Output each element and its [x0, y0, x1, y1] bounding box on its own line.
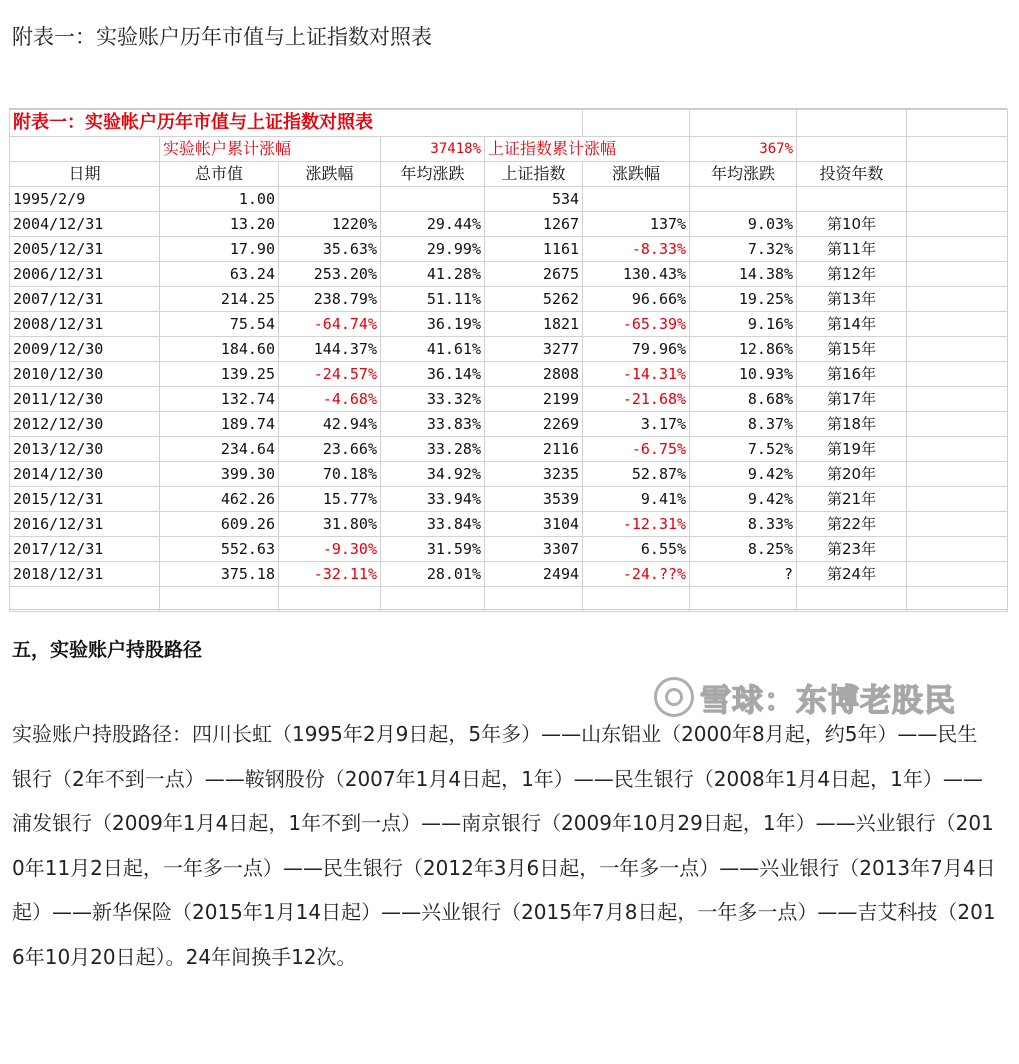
table-cell: 41.61%	[381, 337, 485, 362]
header-cell: 投资年数	[797, 162, 907, 187]
table-cell: 534	[485, 187, 583, 212]
table-cell: 9.16%	[690, 312, 797, 337]
table-cell: 96.66%	[583, 287, 690, 312]
table-cell: 第22年	[797, 512, 907, 537]
table-cell: 52.87%	[583, 462, 690, 487]
table-row	[10, 187, 1008, 212]
table-cell: -12.31%	[583, 512, 690, 537]
table-cell: -65.39%	[583, 312, 690, 337]
table-cell: 19.25%	[690, 287, 797, 312]
table-row	[10, 212, 1008, 237]
table-cell: 2116	[485, 437, 583, 462]
table-cell: 35.63%	[279, 237, 381, 262]
table-cell: -32.11%	[279, 562, 381, 587]
table-cell: 14.38%	[690, 262, 797, 287]
table-cell: 第24年	[797, 562, 907, 587]
table-cell: 2005/12/31	[10, 237, 160, 262]
header-cell: 涨跌幅	[583, 162, 690, 187]
table-cell: 70.18%	[279, 462, 381, 487]
table-cell: 63.24	[160, 262, 279, 287]
table-cell: 2008/12/31	[10, 312, 160, 337]
table-header-row	[10, 162, 1008, 187]
table-cell: ?	[690, 562, 797, 587]
table-row	[10, 262, 1008, 287]
table-cell: 34.92%	[381, 462, 485, 487]
table-cell: 2016/12/31	[10, 512, 160, 537]
account-cum-label: 实验帐户累计涨幅	[160, 137, 381, 162]
table-row	[10, 387, 1008, 412]
table-cell	[583, 187, 690, 212]
table-cell: 137%	[583, 212, 690, 237]
watermark-text: 雪球：东博老股民	[700, 683, 956, 719]
table-cell: 2004/12/31	[10, 212, 160, 237]
table-cell: -24.57%	[279, 362, 381, 387]
table-cell: 1821	[485, 312, 583, 337]
table-row	[10, 537, 1008, 562]
table-cell: 7.52%	[690, 437, 797, 462]
table-row	[10, 237, 1008, 262]
table-cell: -9.30%	[279, 537, 381, 562]
table-cell: 2675	[485, 262, 583, 287]
table-row	[10, 562, 1008, 587]
table-cell: 33.94%	[381, 487, 485, 512]
table-cell: 9.42%	[690, 462, 797, 487]
header-cell: 总市值	[160, 162, 279, 187]
table-title: 附表一：实验帐户历年市值与上证指数对照表	[10, 110, 583, 137]
table-cell: 41.28%	[381, 262, 485, 287]
table-cell: 第20年	[797, 462, 907, 487]
table-cell: 51.11%	[381, 287, 485, 312]
table-cell: 23.66%	[279, 437, 381, 462]
table-cell: 75.54	[160, 312, 279, 337]
table-cell	[690, 187, 797, 212]
header-cell: 日期	[10, 162, 160, 187]
table-cell: 9.42%	[690, 487, 797, 512]
table-cell: 36.14%	[381, 362, 485, 387]
table-cell: 2011/12/30	[10, 387, 160, 412]
table-cell: 214.25	[160, 287, 279, 312]
table-cell: 2808	[485, 362, 583, 387]
appendix-title: 附表一：实验账户历年市值与上证指数对照表	[12, 25, 432, 49]
table-cell: 3104	[485, 512, 583, 537]
table-cell: 79.96%	[583, 337, 690, 362]
table-cell: 29.99%	[381, 237, 485, 262]
table-cell: 7.32%	[690, 237, 797, 262]
table-cell: 第11年	[797, 237, 907, 262]
account-cum-value: 37418%	[381, 137, 485, 162]
index-cum-label: 上证指数累计涨幅	[485, 137, 690, 162]
table-cell: 375.18	[160, 562, 279, 587]
table-cell: 2494	[485, 562, 583, 587]
table-cell: 第13年	[797, 287, 907, 312]
table-cell: 5262	[485, 287, 583, 312]
table-cell: -64.74%	[279, 312, 381, 337]
table-cell: 13.20	[160, 212, 279, 237]
table-cell	[381, 187, 485, 212]
table-cell: 15.77%	[279, 487, 381, 512]
table-cell: 42.94%	[279, 412, 381, 437]
index-cum-value: 367%	[690, 137, 797, 162]
table-cell: 第12年	[797, 262, 907, 287]
table-cell: 33.28%	[381, 437, 485, 462]
table-cell: 第23年	[797, 537, 907, 562]
table-cell: 9.03%	[690, 212, 797, 237]
table-row	[10, 312, 1008, 337]
table-row	[10, 412, 1008, 437]
header-cell: 上证指数	[485, 162, 583, 187]
table-cell: 3235	[485, 462, 583, 487]
header-cell: 年均涨跌	[690, 162, 797, 187]
table-cell: 33.32%	[381, 387, 485, 412]
table-row	[10, 487, 1008, 512]
table-cell: 2009/12/30	[10, 337, 160, 362]
table-cell: -21.68%	[583, 387, 690, 412]
table-cell: 31.80%	[279, 512, 381, 537]
header-cell: 涨跌幅	[279, 162, 381, 187]
table-cell: 2013/12/30	[10, 437, 160, 462]
table-cell: 130.43%	[583, 262, 690, 287]
table-cell: 12.86%	[690, 337, 797, 362]
table-cell: 第18年	[797, 412, 907, 437]
table-cell: 238.79%	[279, 287, 381, 312]
market-value-table	[9, 109, 1008, 612]
table-cell: 6.55%	[583, 537, 690, 562]
table-cell: 3539	[485, 487, 583, 512]
table-cell: 29.44%	[381, 212, 485, 237]
table-cell: 8.37%	[690, 412, 797, 437]
table-cell: 184.60	[160, 337, 279, 362]
table-cell: 第16年	[797, 362, 907, 387]
table-cell: 2015/12/31	[10, 487, 160, 512]
table-cell: 第19年	[797, 437, 907, 462]
table-cell: 1220%	[279, 212, 381, 237]
table-cell: 253.20%	[279, 262, 381, 287]
table-cell: -14.31%	[583, 362, 690, 387]
table-cell	[279, 187, 381, 212]
table-row	[10, 462, 1008, 487]
table-cell: 2018/12/31	[10, 562, 160, 587]
table-cell: 8.68%	[690, 387, 797, 412]
table-cell: 28.01%	[381, 562, 485, 587]
table-cell: 462.26	[160, 487, 279, 512]
table-cell: 2010/12/30	[10, 362, 160, 387]
table-cell: 8.33%	[690, 512, 797, 537]
table-row	[10, 337, 1008, 362]
table-cell: 第17年	[797, 387, 907, 412]
table-row	[10, 437, 1008, 462]
table-cell: 1161	[485, 237, 583, 262]
table-cell: 33.84%	[381, 512, 485, 537]
table-cell: 8.25%	[690, 537, 797, 562]
table-cell: -24.??%	[583, 562, 690, 587]
table-cell: 17.90	[160, 237, 279, 262]
table-cell: 第10年	[797, 212, 907, 237]
table-row	[10, 512, 1008, 537]
table-cell: 1995/2/9	[10, 187, 160, 212]
table-cell: 234.64	[160, 437, 279, 462]
table-cell: 第21年	[797, 487, 907, 512]
table-cell: 2012/12/30	[10, 412, 160, 437]
table-cell: 36.19%	[381, 312, 485, 337]
table-cell: 33.83%	[381, 412, 485, 437]
table-cell	[797, 187, 907, 212]
table-cell: 2007/12/31	[10, 287, 160, 312]
table-cell: 第15年	[797, 337, 907, 362]
table-cell: 31.59%	[381, 537, 485, 562]
table-cell: 2199	[485, 387, 583, 412]
table-row	[10, 287, 1008, 312]
table-cell: 139.25	[160, 362, 279, 387]
section-heading: 五，实验账户持股路径	[12, 639, 203, 661]
table-row	[10, 362, 1008, 387]
table-cell: -4.68%	[279, 387, 381, 412]
table-cell: 2269	[485, 412, 583, 437]
table-cell: 132.74	[160, 387, 279, 412]
table-cell: 2014/12/30	[10, 462, 160, 487]
table-cell: 399.30	[160, 462, 279, 487]
xueqiu-logo-icon	[654, 677, 694, 717]
table-cell: 第14年	[797, 312, 907, 337]
table-cell: 2006/12/31	[10, 262, 160, 287]
table-cell: -6.75%	[583, 437, 690, 462]
table-cell: 10.93%	[690, 362, 797, 387]
table-cell: 189.74	[160, 412, 279, 437]
table-cell: 9.41%	[583, 487, 690, 512]
table-cell: 3307	[485, 537, 583, 562]
table-cell: 1267	[485, 212, 583, 237]
table-cell: 1.00	[160, 187, 279, 212]
table-cell: 3.17%	[583, 412, 690, 437]
table-cell: 144.37%	[279, 337, 381, 362]
holding-path-paragraph: 实验账户持股路径：四川长虹（1995年2月9日起，5年多）——山东铝业（2000年8月起，约5年）——民生银行（2年不到一点）——鞍钢股份（2007年1月4日起，1年）——民生银行（2008年1月4日起，1年）——浦发银行（2009年1月4日起，1年不到一点）——南京银行（2009年10月29日起，1年）——兴业银行（2010年11月2日起，一年多一点）——民生银行（2012年3月6日起，一年多一点）——兴业银行（2013年7月4日起）——新华保险（2015年1月14日起）——兴业银行（2015年7月8日起，一年多一点）——吉艾科技（2016年10月20日起）。24年间换手12次。	[12, 722, 996, 969]
table-cell: 2017/12/31	[10, 537, 160, 562]
table-cell: -8.33%	[583, 237, 690, 262]
table-cell: 552.63	[160, 537, 279, 562]
table-cell: 3277	[485, 337, 583, 362]
table-cell: 609.26	[160, 512, 279, 537]
header-cell: 年均涨跌	[381, 162, 485, 187]
